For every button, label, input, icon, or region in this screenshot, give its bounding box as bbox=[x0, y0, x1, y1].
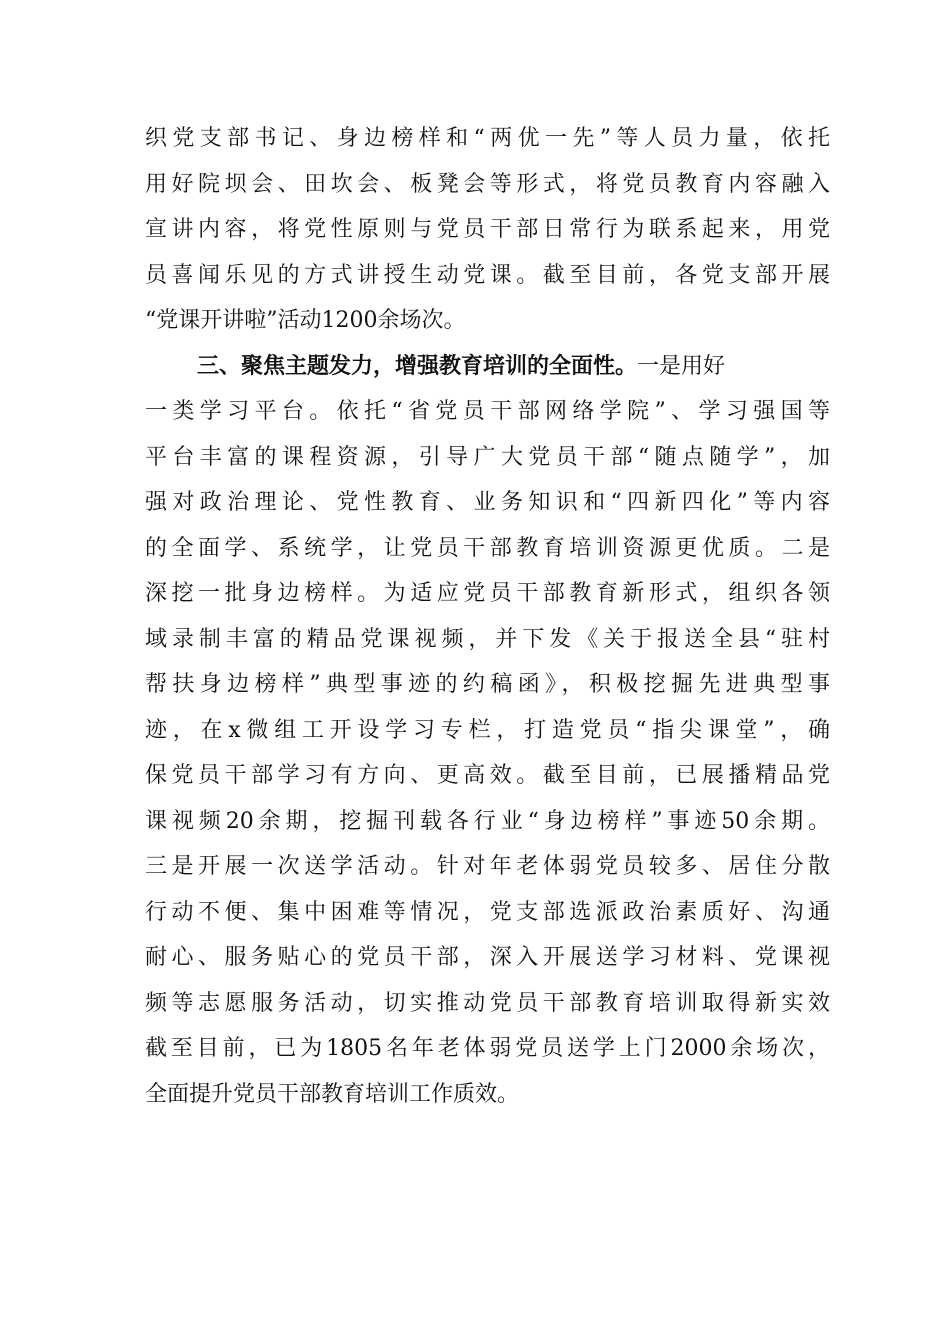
heading-line-rest: 一是用好 bbox=[637, 353, 726, 379]
text-line: 全面提升党员干部教育培训工作质效。 bbox=[145, 1081, 520, 1107]
text-line: 迹，在x微组工开设学习专栏，打造党员“指尖课堂”，确 bbox=[145, 717, 830, 743]
text-line: 用好院坝会、田坎会、板凳会等形式，将党员教育内容融入 bbox=[145, 171, 830, 197]
text-line: 耐心、服务贴心的党员干部，深入开展送学习材料、党课视 bbox=[145, 945, 830, 970]
text-line: 织党支部书记、身边榜样和“两优一先”等人员力量，依托 bbox=[145, 126, 830, 151]
section-heading: 三、聚焦主题发力，增强教育培训的全面性。 bbox=[197, 353, 638, 379]
text-line: 宣讲内容，将党性原则与党员干部日常行为联系起来，用党 bbox=[145, 217, 830, 242]
text-line: 三是开展一次送学活动。针对年老体弱党员较多、居住分散 bbox=[145, 854, 830, 879]
text-line: 帮扶身边榜样”典型事迹的约稿函》，积极挖掘先进典型事 bbox=[145, 672, 830, 697]
text-line: 平台丰富的课程资源，引导广大党员干部“随点随学”，加 bbox=[145, 444, 830, 470]
text-line: 课视频20余期，挖掘刊载各行业“身边榜样”事迹50余期。 bbox=[145, 808, 830, 834]
document-body bbox=[145, 116, 830, 1117]
paragraph-2-first-line bbox=[145, 344, 830, 390]
text-line: 强对政治理论、党性教育、业务知识和“四新四化”等内容 bbox=[145, 490, 830, 515]
text-line: 截至目前，已为1805名年老体弱党员送学上门2000余场次， bbox=[145, 1036, 830, 1061]
text-line: 的全面学、系统学，让党员干部教育培训资源更优质。二是 bbox=[145, 535, 830, 561]
text-line: 频等志愿服务活动，切实推动党员干部教育培训取得新实效 bbox=[145, 990, 830, 1016]
text-line: 保党员干部学习有方向、更高效。截至目前，已展播精品党 bbox=[145, 763, 830, 788]
paragraph-2 bbox=[145, 344, 830, 1118]
text-line: 深挖一批身边榜样。为适应党员干部教育新形式，组织各领 bbox=[145, 581, 830, 606]
text-line: 员喜闻乐见的方式讲授生动党课。截至目前，各党支部开展 bbox=[145, 262, 830, 288]
text-line: 行动不便、集中困难等情况，党支部选派政治素质好、沟通 bbox=[145, 899, 830, 925]
text-line: 域录制丰富的精品党课视频，并下发《关于报送全县“驻村 bbox=[145, 626, 830, 652]
text-line: 一类学习平台。依托“省党员干部网络学院”、学习强国等 bbox=[145, 399, 830, 424]
paragraph-1 bbox=[145, 116, 830, 344]
text-line: “党课开讲啦”活动1200余场次。 bbox=[145, 308, 466, 333]
